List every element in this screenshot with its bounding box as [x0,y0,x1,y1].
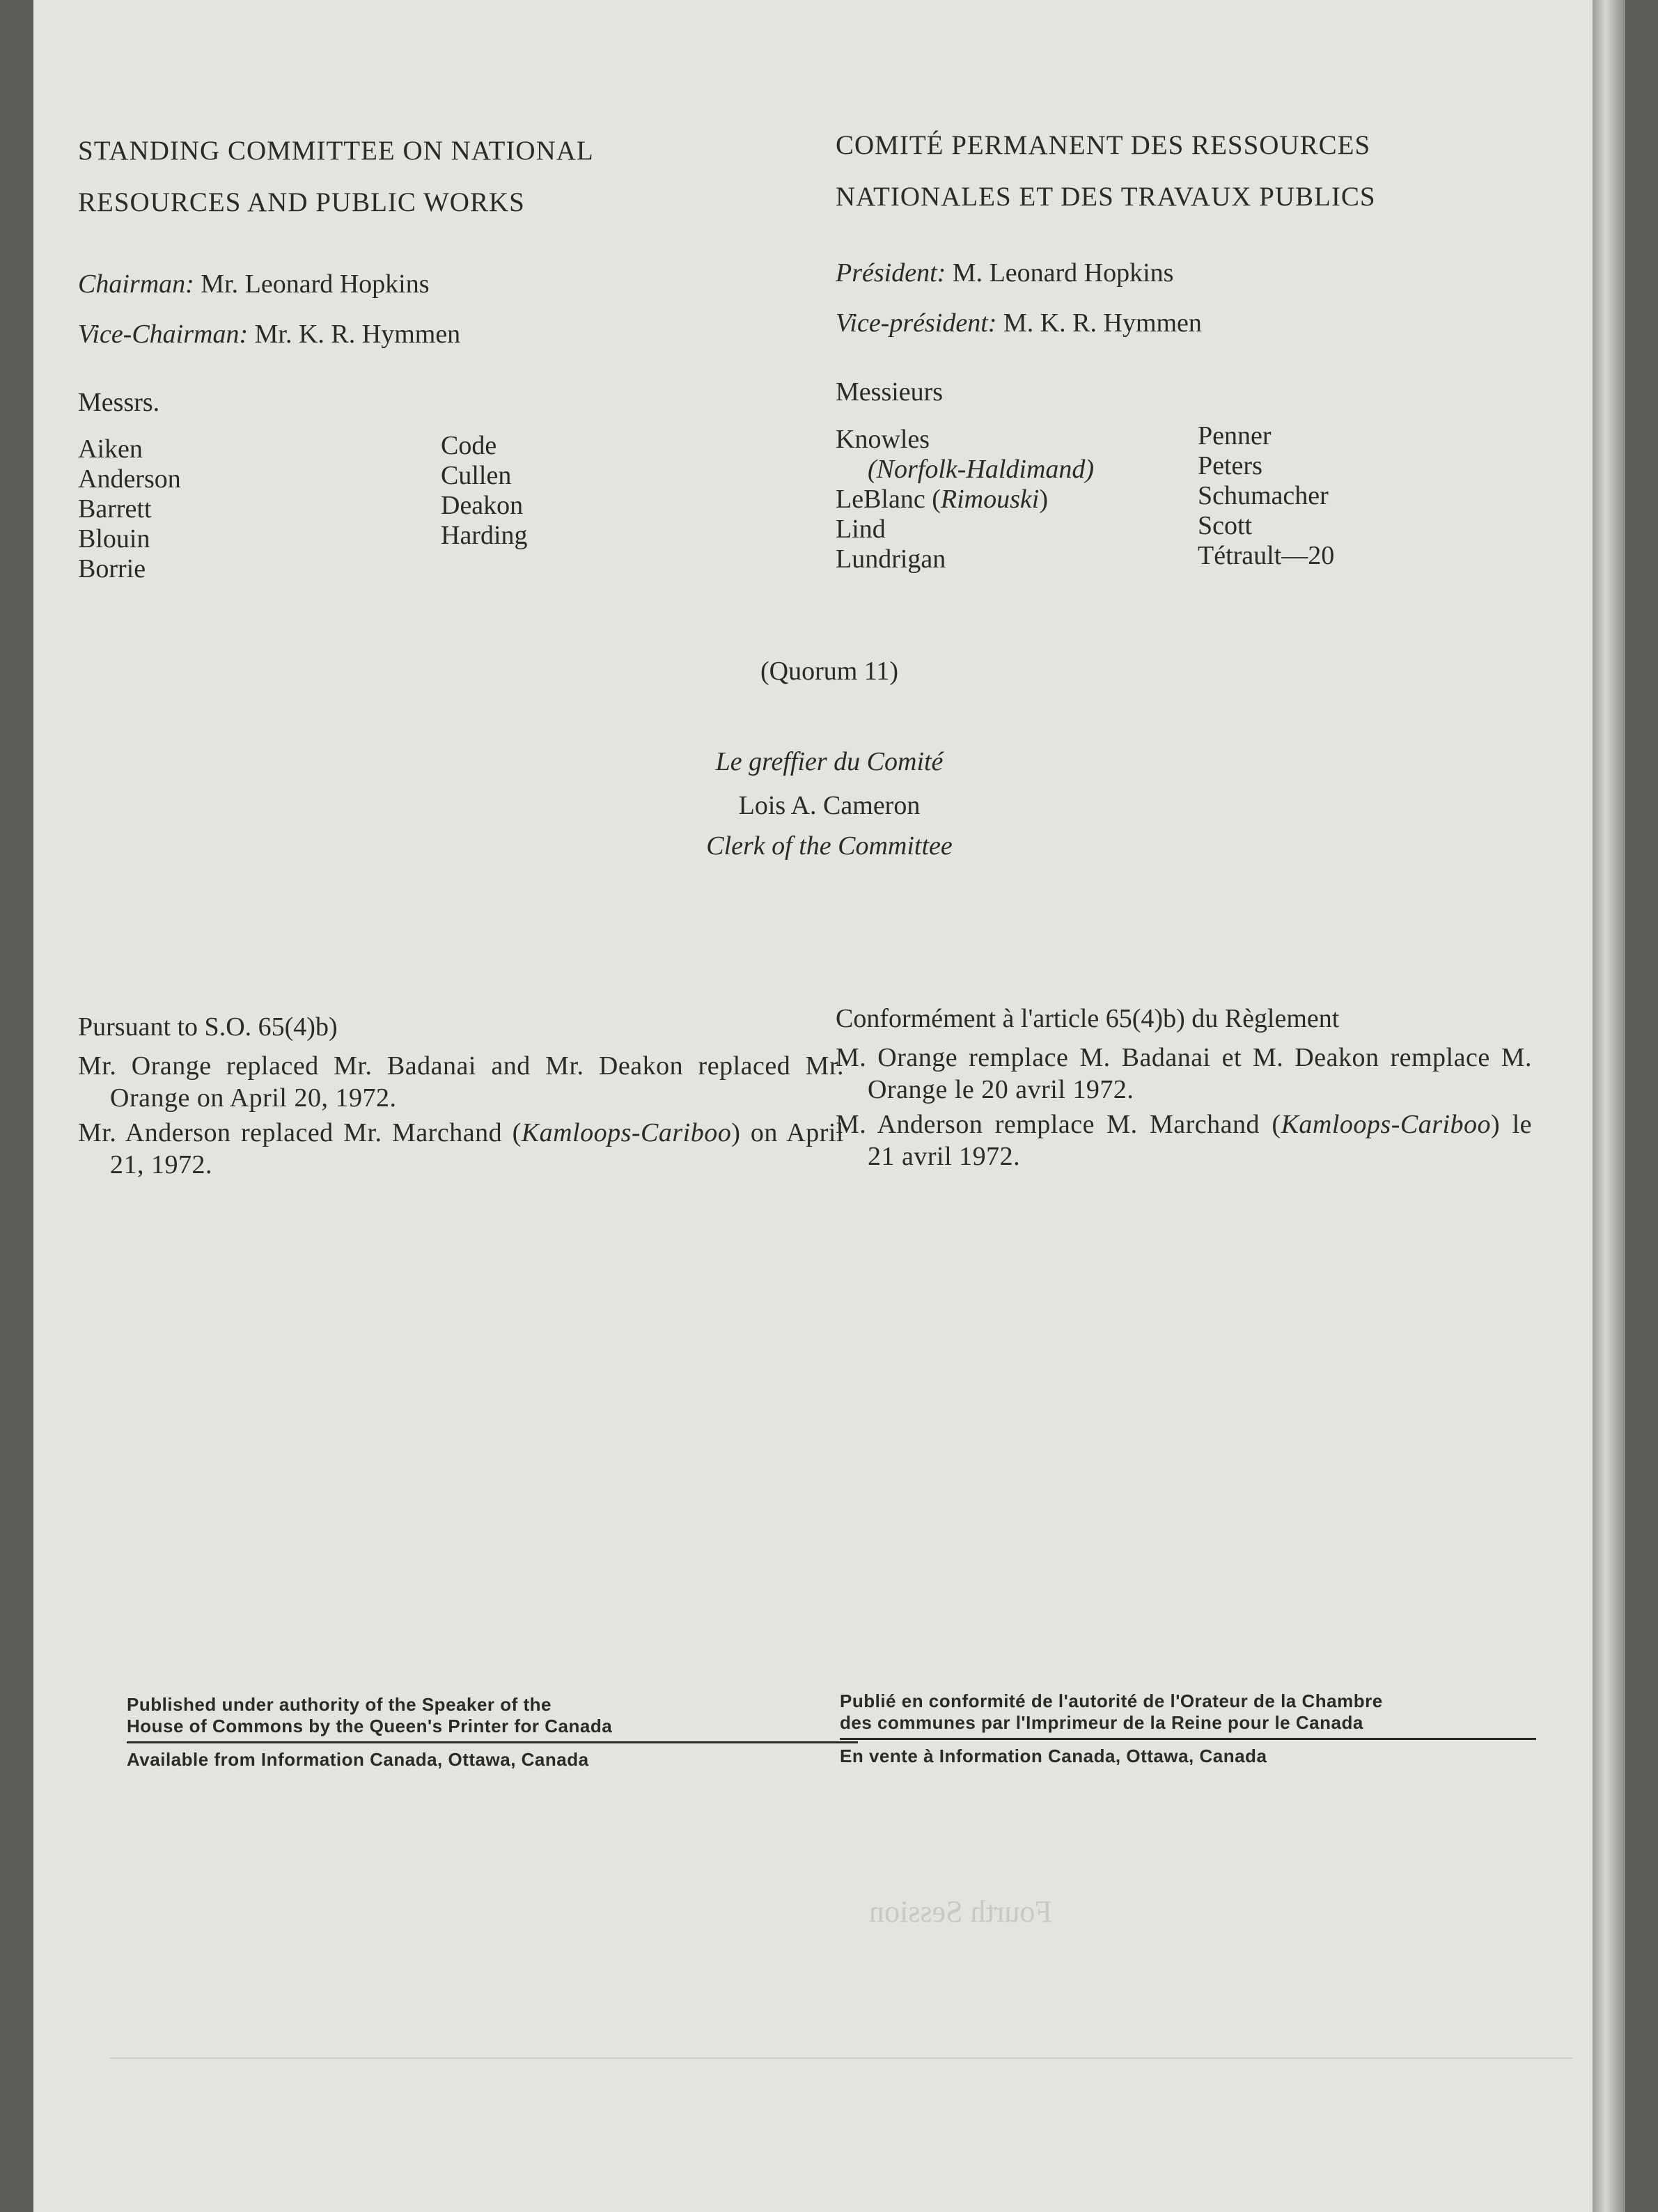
riding-name: Rimouski [940,485,1040,514]
committee-heading-en [78,125,594,228]
member-name: Peters [1198,451,1262,480]
member-name: Borrie [78,554,146,583]
riding-name: Kamloops-Cariboo [521,1118,732,1147]
member-riding [836,455,1094,485]
member-name: Harding [441,521,528,550]
footer-line: Available from Information Canada, Ottawa, Canada [127,1749,589,1770]
member-name: Cullen [441,461,512,490]
footer-line: En vente à Information Canada, Ottawa, Canada [840,1746,1267,1766]
footer-line: Published under authority of the Speaker of the [127,1694,552,1715]
bleed-through-rule [110,2057,1572,2059]
chairman-line [78,259,460,309]
para-text: Mr. Anderson replaced Mr. Marchand ( [78,1118,522,1147]
heading-line-1: COMITÉ PERMANENT DES RESSOURCES [836,130,1371,160]
vice-chairman-name: Mr. K. R. Hymmen [254,320,461,349]
quorum-text: (Quorum 11) [760,657,899,686]
president-name: M. Leonard Hopkins [952,258,1174,288]
member-name: Lind [836,515,886,544]
clerk-title-en [33,831,1625,861]
member-name: Deakon [441,491,524,520]
riding-name: Kamloops-Cariboo [1281,1110,1492,1139]
publisher-footer-fr [840,1691,1536,1767]
vice-chairman-label: Vice-Chairman: [78,320,249,349]
footer-line: House of Commons by the Queen's Printer for Canada [127,1716,613,1736]
officers-en [78,259,460,359]
chairman-name: Mr. Leonard Hopkins [201,269,430,299]
substitution-paragraph [78,1117,844,1181]
members-list-en-1 [78,434,181,584]
member-text: ) [1039,485,1048,514]
para-text: ) le 21 avril 1972. [868,1110,1533,1171]
riding-name: (Norfolk-Haldimand) [868,455,1095,484]
substitutions-fr [836,1003,1532,1172]
committee-heading-fr [836,120,1376,223]
substitution-paragraph: Mr. Orange replaced Mr. Badanai and Mr. Deakon replaced Mr. Orange on April 20, 1972. [78,1051,844,1113]
members-label-en: Messrs. [78,388,160,417]
member-name: Knowles [836,425,930,454]
footer-line: des communes par l'Imprimeur de la Reine pour le Canada [840,1712,1363,1733]
pursuant-line: Pursuant to S.O. 65(4)b) [78,1012,338,1042]
heading-line-2: RESOURCES AND PUBLIC WORKS [78,187,525,217]
para-text: ) on April 21, 1972. [110,1118,844,1179]
page-edge [1593,0,1625,2212]
member-name: Tétrault—20 [1198,541,1335,570]
member-name: Penner [1198,421,1272,450]
clerk-title-fr-text: Le greffier du Comité [715,747,944,776]
vice-president-name: M. K. R. Hymmen [1003,308,1202,338]
vice-president-line [836,298,1202,348]
heading-line-2: NATIONALES ET DES TRAVAUX PUBLICS [836,182,1376,212]
footer-line: Publié en conformité de l'autorité de l'Orateur de la Chambre [840,1691,1383,1711]
substitutions-en [78,1011,844,1181]
member-name: Blouin [78,524,150,554]
member-name: Lundrigan [836,544,946,574]
member-text: LeBlanc ( [836,485,941,514]
heading-line-1: STANDING COMMITTEE ON NATIONAL [78,136,594,166]
footer-rule [840,1738,1536,1767]
officers-fr [836,248,1202,348]
president-line [836,248,1202,298]
member-name [836,485,1094,515]
member-name: Barrett [78,494,152,524]
clerk-title-fr [33,746,1625,777]
substitution-paragraph [836,1108,1532,1172]
member-name: Scott [1198,511,1253,540]
vice-chairman-line [78,309,460,359]
clerk-title-en-text: Clerk of the Committee [706,831,953,861]
substitution-paragraph: M. Orange remplace M. Badanai et M. Deakon remplace M. Orange le 20 avril 1972. [836,1043,1532,1104]
publisher-footer-en [127,1694,858,1771]
conformement-line: Conformément à l'article 65(4)b) du Règlement [836,1004,1340,1033]
member-name: Aiken [78,434,143,464]
vice-president-label: Vice-président: [836,308,997,338]
clerk-name: Lois A. Cameron [738,791,921,820]
members-list-fr-2 [1198,421,1334,571]
chairman-label: Chairman: [78,269,194,299]
members-list-en-2 [441,431,528,551]
member-name: Schumacher [1198,481,1329,510]
member-name: Code [441,431,497,460]
member-name: Anderson [78,464,181,494]
document-page [33,0,1625,2212]
footer-rule [127,1741,858,1771]
members-list-fr-1 [836,425,1094,574]
bleed-through-text: Fourth Session [869,1895,1052,1929]
members-label-fr: Messieurs [836,377,944,407]
para-text: M. Anderson remplace M. Marchand ( [836,1110,1281,1139]
president-label: Président: [836,258,946,288]
